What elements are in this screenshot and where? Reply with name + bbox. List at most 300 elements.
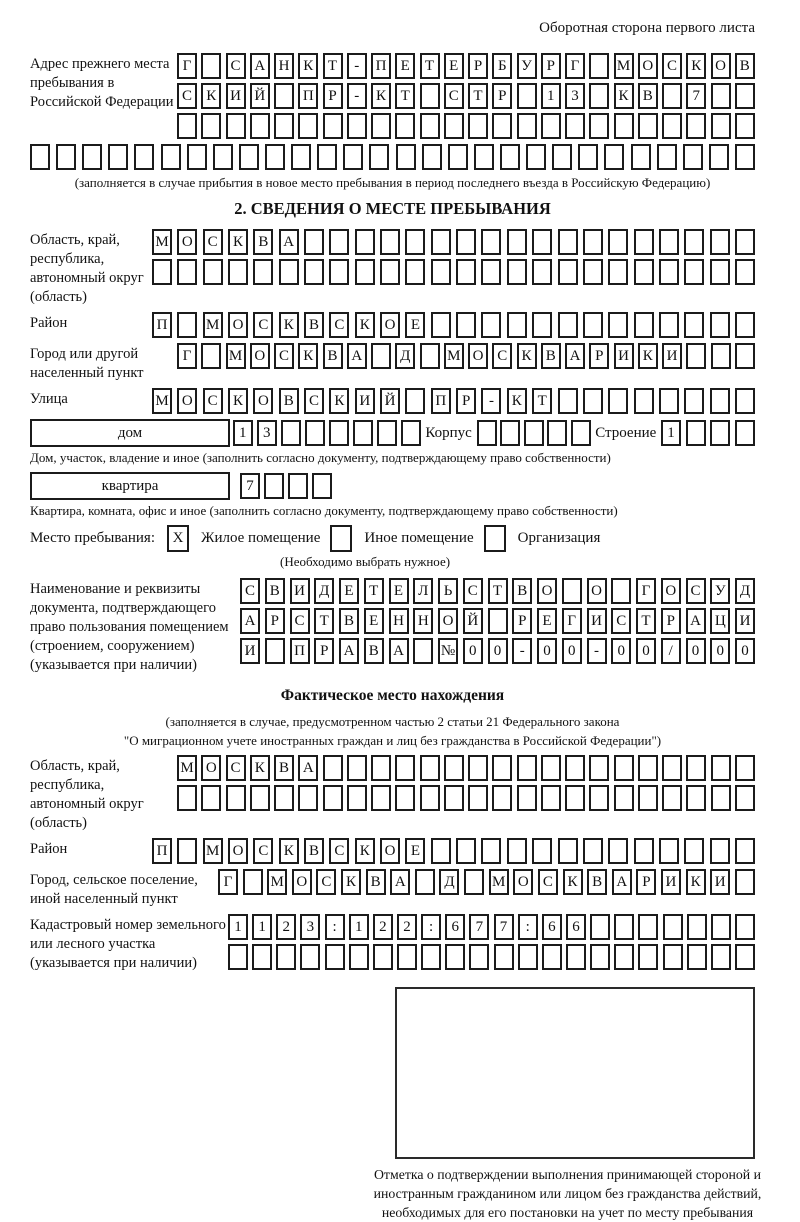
char-cell[interactable]: [663, 944, 683, 970]
char-cell[interactable]: М: [489, 869, 509, 895]
char-cell[interactable]: [420, 755, 440, 781]
char-cell[interactable]: [614, 755, 634, 781]
char-cell[interactable]: М: [614, 53, 634, 79]
char-cell[interactable]: [468, 785, 488, 811]
char-cell[interactable]: О: [711, 53, 731, 79]
char-cell[interactable]: С: [203, 229, 223, 255]
char-cell[interactable]: [134, 144, 154, 170]
char-cell[interactable]: [312, 473, 332, 499]
char-cell[interactable]: И: [710, 869, 730, 895]
char-cell[interactable]: К: [507, 388, 527, 414]
char-cell[interactable]: С: [290, 608, 310, 634]
char-cell[interactable]: [298, 113, 318, 139]
char-cell[interactable]: [608, 388, 628, 414]
char-cell[interactable]: [422, 144, 442, 170]
char-cell[interactable]: 0: [611, 638, 631, 664]
char-cell[interactable]: С: [463, 578, 483, 604]
char-cell[interactable]: В: [541, 343, 561, 369]
char-cell[interactable]: [468, 113, 488, 139]
char-cell[interactable]: К: [686, 53, 706, 79]
char-cell[interactable]: К: [298, 53, 318, 79]
char-cell[interactable]: [735, 388, 755, 414]
char-cell[interactable]: О: [380, 838, 400, 864]
char-cell[interactable]: [492, 755, 512, 781]
char-cell[interactable]: В: [512, 578, 532, 604]
char-cell[interactable]: А: [390, 869, 410, 895]
char-cell[interactable]: Й: [463, 608, 483, 634]
char-cell[interactable]: [445, 944, 465, 970]
char-cell[interactable]: [56, 144, 76, 170]
char-cell[interactable]: Е: [405, 838, 425, 864]
char-cell[interactable]: 7: [240, 473, 260, 499]
char-cell[interactable]: 7: [686, 83, 706, 109]
char-cell[interactable]: Р: [468, 53, 488, 79]
char-cell[interactable]: С: [538, 869, 558, 895]
char-cell[interactable]: [735, 144, 755, 170]
char-cell[interactable]: [380, 229, 400, 255]
char-cell[interactable]: М: [444, 343, 464, 369]
char-cell[interactable]: О: [537, 578, 557, 604]
char-cell[interactable]: Н: [274, 53, 294, 79]
char-cell[interactable]: -: [512, 638, 532, 664]
char-cell[interactable]: [589, 785, 609, 811]
char-cell[interactable]: [571, 420, 591, 446]
char-cell[interactable]: О: [513, 869, 533, 895]
char-cell[interactable]: И: [614, 343, 634, 369]
char-cell[interactable]: 0: [735, 638, 755, 664]
char-cell[interactable]: К: [355, 312, 375, 338]
char-cell[interactable]: [228, 259, 248, 285]
char-cell[interactable]: [614, 785, 634, 811]
char-cell[interactable]: [276, 944, 296, 970]
char-cell[interactable]: [735, 838, 755, 864]
char-cell[interactable]: [405, 259, 425, 285]
char-cell[interactable]: [395, 755, 415, 781]
char-cell[interactable]: Е: [339, 578, 359, 604]
char-cell[interactable]: 1: [541, 83, 561, 109]
char-cell[interactable]: [317, 144, 337, 170]
char-cell[interactable]: К: [228, 388, 248, 414]
char-cell[interactable]: [456, 229, 476, 255]
char-cell[interactable]: 1: [228, 914, 248, 940]
char-cell[interactable]: К: [371, 83, 391, 109]
char-cell[interactable]: [532, 312, 552, 338]
char-cell[interactable]: [371, 755, 391, 781]
char-cell[interactable]: [711, 755, 731, 781]
char-cell[interactable]: [448, 144, 468, 170]
char-cell[interactable]: [614, 944, 634, 970]
char-cell[interactable]: [608, 229, 628, 255]
char-cell[interactable]: А: [298, 755, 318, 781]
char-cell[interactable]: А: [347, 343, 367, 369]
char-cell[interactable]: [371, 343, 391, 369]
char-cell[interactable]: [507, 229, 527, 255]
char-cell[interactable]: [524, 420, 544, 446]
char-cell[interactable]: [735, 259, 755, 285]
char-cell[interactable]: [481, 312, 501, 338]
char-cell[interactable]: С: [329, 312, 349, 338]
char-cell[interactable]: [659, 229, 679, 255]
char-cell[interactable]: С: [274, 343, 294, 369]
char-cell[interactable]: В: [304, 312, 324, 338]
char-cell[interactable]: С: [316, 869, 336, 895]
char-cell[interactable]: П: [431, 388, 451, 414]
char-cell[interactable]: [349, 944, 369, 970]
char-cell[interactable]: [663, 914, 683, 940]
char-cell[interactable]: [243, 869, 263, 895]
char-cell[interactable]: Т: [395, 83, 415, 109]
char-cell[interactable]: Е: [444, 53, 464, 79]
char-cell[interactable]: [517, 113, 537, 139]
char-cell[interactable]: В: [638, 83, 658, 109]
char-cell[interactable]: Р: [314, 638, 334, 664]
char-cell[interactable]: [526, 144, 546, 170]
char-cell[interactable]: [380, 259, 400, 285]
char-cell[interactable]: [253, 259, 273, 285]
char-cell[interactable]: [614, 914, 634, 940]
char-cell[interactable]: [541, 113, 561, 139]
char-cell[interactable]: [492, 113, 512, 139]
char-cell[interactable]: 0: [537, 638, 557, 664]
char-cell[interactable]: [420, 113, 440, 139]
char-cell[interactable]: [686, 755, 706, 781]
char-cell[interactable]: [421, 944, 441, 970]
char-cell[interactable]: [710, 420, 730, 446]
char-cell[interactable]: Р: [589, 343, 609, 369]
char-cell[interactable]: [177, 785, 197, 811]
char-cell[interactable]: [565, 755, 585, 781]
char-cell[interactable]: [371, 785, 391, 811]
char-cell[interactable]: 2: [397, 914, 417, 940]
char-cell[interactable]: Т: [636, 608, 656, 634]
char-cell[interactable]: Т: [488, 578, 508, 604]
char-cell[interactable]: К: [201, 83, 221, 109]
char-cell[interactable]: И: [735, 608, 755, 634]
char-cell[interactable]: А: [389, 638, 409, 664]
char-cell[interactable]: [298, 785, 318, 811]
char-cell[interactable]: Т: [420, 53, 440, 79]
char-cell[interactable]: 0: [710, 638, 730, 664]
char-cell[interactable]: Р: [512, 608, 532, 634]
char-cell[interactable]: [638, 785, 658, 811]
char-cell[interactable]: [683, 144, 703, 170]
char-cell[interactable]: [710, 838, 730, 864]
char-cell[interactable]: [711, 83, 731, 109]
char-cell[interactable]: К: [355, 838, 375, 864]
char-cell[interactable]: [325, 944, 345, 970]
char-cell[interactable]: [659, 388, 679, 414]
char-cell[interactable]: [252, 944, 272, 970]
char-cell[interactable]: [431, 229, 451, 255]
char-cell[interactable]: 2: [276, 914, 296, 940]
char-cell[interactable]: [638, 944, 658, 970]
char-cell[interactable]: /: [661, 638, 681, 664]
char-cell[interactable]: Т: [323, 53, 343, 79]
char-cell[interactable]: В: [735, 53, 755, 79]
char-cell[interactable]: Д: [395, 343, 415, 369]
char-cell[interactable]: И: [226, 83, 246, 109]
char-cell[interactable]: И: [240, 638, 260, 664]
char-cell[interactable]: [500, 144, 520, 170]
char-cell[interactable]: Р: [541, 53, 561, 79]
char-cell[interactable]: [608, 312, 628, 338]
char-cell[interactable]: П: [152, 312, 172, 338]
char-cell[interactable]: [711, 343, 731, 369]
char-cell[interactable]: [662, 113, 682, 139]
checkbox-zhiloe-pomeshchenie[interactable]: X: [167, 525, 189, 552]
char-cell[interactable]: [431, 259, 451, 285]
char-cell[interactable]: [662, 755, 682, 781]
char-cell[interactable]: 7: [494, 914, 514, 940]
char-cell[interactable]: [397, 944, 417, 970]
char-cell[interactable]: [578, 144, 598, 170]
char-cell[interactable]: А: [240, 608, 260, 634]
char-cell[interactable]: [500, 420, 520, 446]
char-cell[interactable]: Е: [389, 578, 409, 604]
char-cell[interactable]: [507, 312, 527, 338]
char-cell[interactable]: [583, 312, 603, 338]
char-cell[interactable]: [735, 914, 755, 940]
char-cell[interactable]: [638, 755, 658, 781]
char-cell[interactable]: П: [152, 838, 172, 864]
char-cell[interactable]: [279, 259, 299, 285]
char-cell[interactable]: [239, 144, 259, 170]
char-cell[interactable]: [687, 914, 707, 940]
char-cell[interactable]: О: [380, 312, 400, 338]
char-cell[interactable]: [401, 420, 421, 446]
char-cell[interactable]: 0: [463, 638, 483, 664]
char-cell[interactable]: К: [563, 869, 583, 895]
char-cell[interactable]: [583, 229, 603, 255]
char-cell[interactable]: -: [347, 53, 367, 79]
char-cell[interactable]: О: [228, 838, 248, 864]
char-cell[interactable]: [291, 144, 311, 170]
char-cell[interactable]: [265, 144, 285, 170]
char-cell[interactable]: С: [240, 578, 260, 604]
char-cell[interactable]: [250, 785, 270, 811]
char-cell[interactable]: :: [518, 914, 538, 940]
char-cell[interactable]: [274, 785, 294, 811]
char-cell[interactable]: С: [203, 388, 223, 414]
char-cell[interactable]: [558, 388, 578, 414]
char-cell[interactable]: Р: [492, 83, 512, 109]
char-cell[interactable]: [187, 144, 207, 170]
char-cell[interactable]: [518, 944, 538, 970]
char-cell[interactable]: [481, 838, 501, 864]
char-cell[interactable]: [488, 608, 508, 634]
char-cell[interactable]: [201, 785, 221, 811]
char-cell[interactable]: В: [364, 638, 384, 664]
char-cell[interactable]: [274, 113, 294, 139]
char-cell[interactable]: [481, 259, 501, 285]
char-cell[interactable]: [201, 53, 221, 79]
char-cell[interactable]: [431, 838, 451, 864]
char-cell[interactable]: Т: [468, 83, 488, 109]
char-cell[interactable]: П: [371, 53, 391, 79]
char-cell[interactable]: К: [341, 869, 361, 895]
char-cell[interactable]: [355, 259, 375, 285]
char-cell[interactable]: [477, 420, 497, 446]
char-cell[interactable]: №: [438, 638, 458, 664]
char-cell[interactable]: [735, 229, 755, 255]
char-cell[interactable]: [710, 312, 730, 338]
char-cell[interactable]: [686, 785, 706, 811]
char-cell[interactable]: М: [177, 755, 197, 781]
char-cell[interactable]: И: [290, 578, 310, 604]
char-cell[interactable]: [589, 53, 609, 79]
char-cell[interactable]: О: [638, 53, 658, 79]
char-cell[interactable]: О: [250, 343, 270, 369]
char-cell[interactable]: [590, 944, 610, 970]
char-cell[interactable]: [347, 755, 367, 781]
char-cell[interactable]: [371, 113, 391, 139]
char-cell[interactable]: Г: [636, 578, 656, 604]
char-cell[interactable]: С: [177, 83, 197, 109]
char-cell[interactable]: [323, 755, 343, 781]
char-cell[interactable]: [684, 838, 704, 864]
char-cell[interactable]: [638, 113, 658, 139]
char-cell[interactable]: [611, 578, 631, 604]
char-cell[interactable]: 1: [661, 420, 681, 446]
char-cell[interactable]: Р: [456, 388, 476, 414]
char-cell[interactable]: [396, 144, 416, 170]
char-cell[interactable]: [405, 229, 425, 255]
char-cell[interactable]: Н: [389, 608, 409, 634]
char-cell[interactable]: [634, 312, 654, 338]
char-cell[interactable]: [469, 944, 489, 970]
char-cell[interactable]: Г: [218, 869, 238, 895]
char-cell[interactable]: [395, 785, 415, 811]
char-cell[interactable]: [532, 259, 552, 285]
char-cell[interactable]: [420, 785, 440, 811]
char-cell[interactable]: [304, 259, 324, 285]
char-cell[interactable]: [161, 144, 181, 170]
char-cell[interactable]: -: [481, 388, 501, 414]
char-cell[interactable]: С: [686, 578, 706, 604]
char-cell[interactable]: [177, 312, 197, 338]
char-cell[interactable]: [343, 144, 363, 170]
char-cell[interactable]: 3: [257, 420, 277, 446]
char-cell[interactable]: [638, 914, 658, 940]
char-cell[interactable]: Д: [735, 578, 755, 604]
char-cell[interactable]: [589, 83, 609, 109]
char-cell[interactable]: [415, 869, 435, 895]
char-cell[interactable]: В: [279, 388, 299, 414]
char-cell[interactable]: [684, 229, 704, 255]
char-cell[interactable]: [541, 785, 561, 811]
char-cell[interactable]: [608, 259, 628, 285]
char-cell[interactable]: [687, 944, 707, 970]
char-cell[interactable]: [710, 229, 730, 255]
char-cell[interactable]: [711, 944, 731, 970]
char-cell[interactable]: [456, 312, 476, 338]
char-cell[interactable]: К: [228, 229, 248, 255]
char-cell[interactable]: [710, 388, 730, 414]
char-cell[interactable]: [353, 420, 373, 446]
char-cell[interactable]: М: [152, 229, 172, 255]
char-cell[interactable]: [250, 113, 270, 139]
char-cell[interactable]: С: [329, 838, 349, 864]
char-cell[interactable]: [532, 838, 552, 864]
char-cell[interactable]: [456, 259, 476, 285]
char-cell[interactable]: [281, 420, 301, 446]
char-cell[interactable]: [657, 144, 677, 170]
char-cell[interactable]: [456, 838, 476, 864]
char-cell[interactable]: 6: [542, 914, 562, 940]
char-cell[interactable]: [711, 113, 731, 139]
char-cell[interactable]: К: [638, 343, 658, 369]
char-cell[interactable]: В: [304, 838, 324, 864]
char-cell[interactable]: [481, 229, 501, 255]
char-cell[interactable]: В: [366, 869, 386, 895]
char-cell[interactable]: [108, 144, 128, 170]
char-cell[interactable]: [566, 944, 586, 970]
char-cell[interactable]: [735, 312, 755, 338]
char-cell[interactable]: Е: [395, 53, 415, 79]
char-cell[interactable]: Й: [250, 83, 270, 109]
char-cell[interactable]: К: [614, 83, 634, 109]
char-cell[interactable]: М: [152, 388, 172, 414]
char-cell[interactable]: А: [565, 343, 585, 369]
char-cell[interactable]: [265, 638, 285, 664]
char-cell[interactable]: Р: [323, 83, 343, 109]
char-cell[interactable]: [659, 259, 679, 285]
char-cell[interactable]: Л: [413, 578, 433, 604]
char-cell[interactable]: В: [274, 755, 294, 781]
char-cell[interactable]: [226, 785, 246, 811]
char-cell[interactable]: [565, 785, 585, 811]
char-cell[interactable]: [542, 944, 562, 970]
char-cell[interactable]: [492, 785, 512, 811]
char-cell[interactable]: [735, 113, 755, 139]
char-cell[interactable]: Н: [413, 608, 433, 634]
char-cell[interactable]: С: [611, 608, 631, 634]
char-cell[interactable]: Г: [562, 608, 582, 634]
char-cell[interactable]: [323, 113, 343, 139]
char-cell[interactable]: 0: [562, 638, 582, 664]
char-cell[interactable]: К: [329, 388, 349, 414]
char-cell[interactable]: [583, 259, 603, 285]
char-cell[interactable]: [547, 420, 567, 446]
char-cell[interactable]: [583, 838, 603, 864]
char-cell[interactable]: [735, 83, 755, 109]
char-cell[interactable]: [329, 229, 349, 255]
char-cell[interactable]: [304, 229, 324, 255]
char-cell[interactable]: [329, 420, 349, 446]
char-cell[interactable]: [662, 83, 682, 109]
char-cell[interactable]: Р: [265, 608, 285, 634]
char-cell[interactable]: [590, 914, 610, 940]
char-cell[interactable]: О: [468, 343, 488, 369]
char-cell[interactable]: М: [226, 343, 246, 369]
char-cell[interactable]: 7: [469, 914, 489, 940]
char-cell[interactable]: [735, 343, 755, 369]
char-cell[interactable]: [552, 144, 572, 170]
checkbox-organizatsiya[interactable]: [484, 525, 506, 552]
char-cell[interactable]: [444, 755, 464, 781]
char-cell[interactable]: [213, 144, 233, 170]
char-cell[interactable]: 0: [488, 638, 508, 664]
char-cell[interactable]: О: [292, 869, 312, 895]
char-cell[interactable]: :: [421, 914, 441, 940]
char-cell[interactable]: [474, 144, 494, 170]
char-cell[interactable]: :: [325, 914, 345, 940]
char-cell[interactable]: [431, 312, 451, 338]
char-cell[interactable]: [203, 259, 223, 285]
char-cell[interactable]: 0: [686, 638, 706, 664]
char-cell[interactable]: И: [661, 869, 681, 895]
char-cell[interactable]: Ц: [710, 608, 730, 634]
